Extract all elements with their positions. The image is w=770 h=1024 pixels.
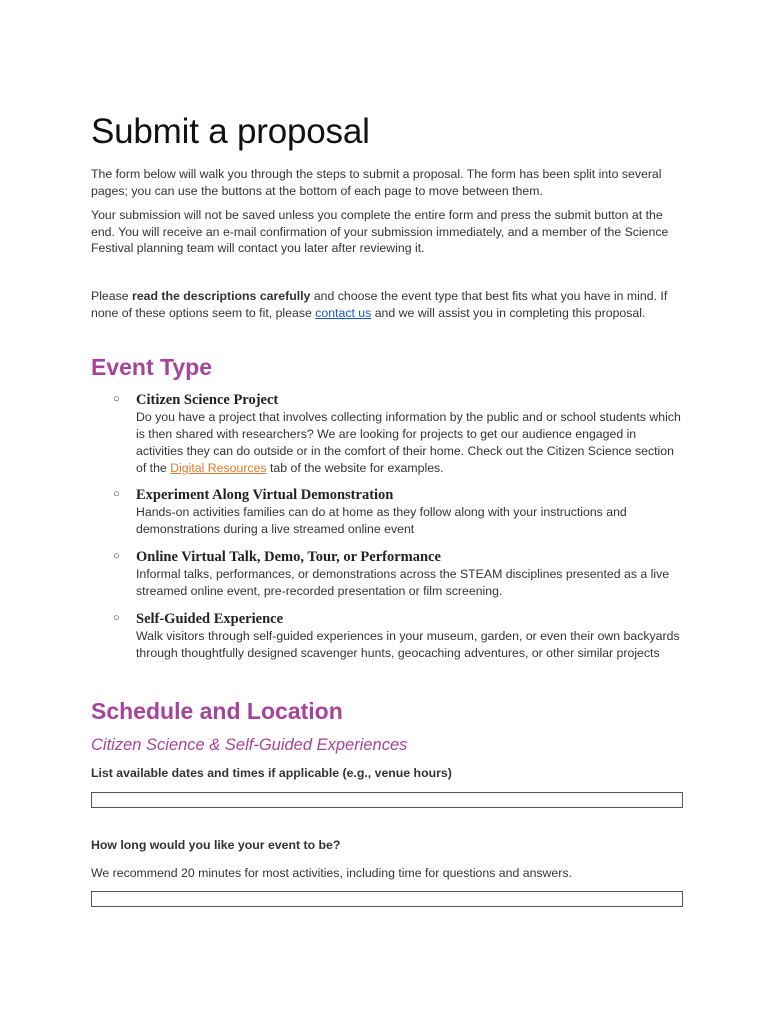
radio-experiment-along[interactable]: ○ (113, 488, 120, 500)
instructions-text-2: and choose the event type that best fits what you have in mind. If none of these options seem to fit, please (91, 289, 668, 320)
instructions-text-3: and we will assist you in completing this proposal. (371, 305, 646, 320)
option-description: Hands-on activities families can do at home as they follow along with your instructions and demonstrations during a live streamed online event (136, 505, 627, 536)
radio-self-guided[interactable]: ○ (113, 612, 120, 624)
option-title: Self-Guided Experience (136, 611, 284, 627)
instructions-emphasis: read the descriptions carefully (132, 289, 311, 303)
event-type-heading: Event Type (91, 354, 212, 380)
intro-paragraph-1: The form below will walk you through the steps to submit a proposal. The form has been split into several pages; you can use the buttons at the bottom of each page to move between them. (91, 167, 662, 198)
schedule-location-heading: Schedule and Location (91, 698, 343, 724)
length-input[interactable] (91, 891, 683, 907)
option-description (136, 409, 681, 477)
length-note: We recommend 20 minutes for most activities, including time for questions and answers. (91, 866, 572, 880)
option-title: Citizen Science Project (136, 392, 279, 408)
instructions-text-1: Please (91, 289, 133, 303)
digital-resources-link[interactable]: Digital Resources (170, 461, 267, 475)
dates-label: List available dates and times if applicable (e.g., venue hours) (91, 766, 452, 780)
contact-us-link[interactable]: contact us (315, 305, 372, 320)
length-label: How long would you like your event to be? (91, 838, 341, 852)
radio-online-virtual-talk[interactable]: ○ (113, 550, 120, 562)
option-description: Walk visitors through self-guided experiences in your museum, garden, or even their own backyards through thoughtfully designed scavenger hunts, geocaching adventures, or other similar projects (136, 629, 680, 660)
page-title: Submit a proposal (91, 112, 370, 151)
option-description-text-end: tab of the website for examples. (266, 461, 444, 475)
instructions-paragraph (91, 288, 681, 321)
option-description-text: Do you have a project that involves collecting information by the public and or school students which is then shared with researchers? We are looking for projects to get our audience engaged in activities they can do outside or in the comfort of their home. Check out the Citizen Science section of the (136, 410, 681, 475)
schedule-subheading: Citizen Science & Self-Guided Experiences (91, 736, 408, 754)
option-title: Experiment Along Virtual Demonstration (136, 487, 394, 503)
intro-paragraph-2: Your submission will not be saved unless you complete the entire form and press the submit button at the end. You will receive an e-mail confirmation of your submission immediately, and a member of the Science Festival planning team will contact you later after reviewing it. (91, 208, 669, 255)
option-description: Informal talks, performances, or demonstrations across the STEAM disciplines presented as a live streamed online event, pre-recorded presentation or film screening. (136, 567, 670, 598)
option-title: Online Virtual Talk, Demo, Tour, or Performance (136, 549, 441, 565)
dates-input[interactable] (91, 792, 683, 808)
radio-citizen-science[interactable]: ○ (113, 393, 120, 405)
